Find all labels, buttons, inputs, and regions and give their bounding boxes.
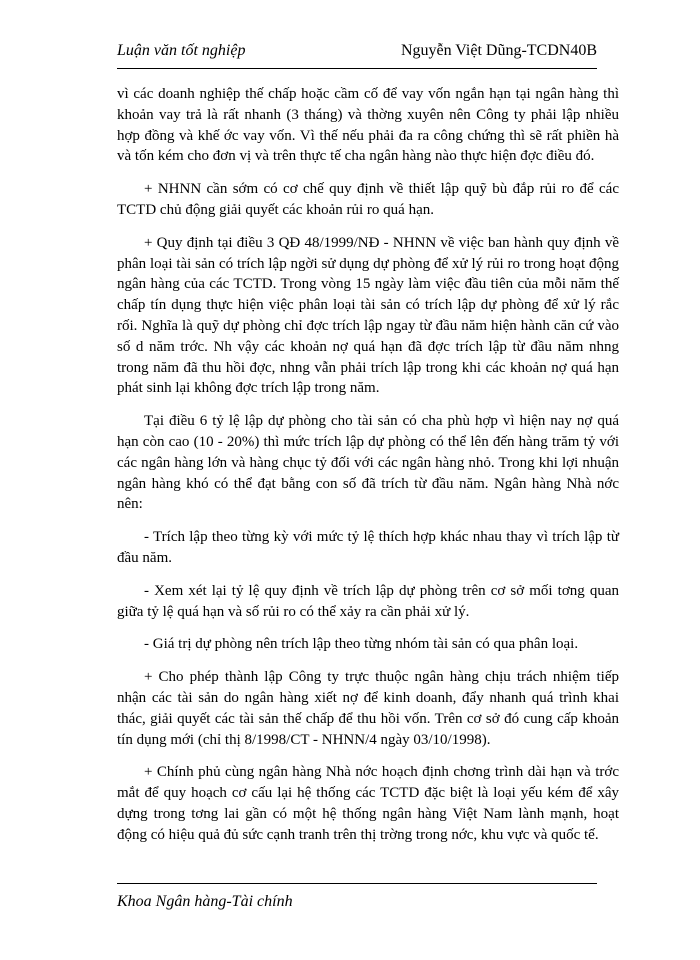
paragraph-4: Tại điều 6 tỷ lệ lập dự phòng cho tài sản có cha phù hợp vì hiện nay nợ quá hạn còn cao (10 - 20%) thì mức trích lập dự phòng có thể lên đến hàng trăm tỷ với các ngân hàng lớn và hàng chục tỷ đối với các ngân hàng nhỏ. Trong khi lợi nhuận ngân hàng khó có thể đạt bằng con số đã trích từ đầu năm. Ngân hàng Nhà nớc nên: <box>117 413 619 513</box>
page-footer <box>117 883 597 911</box>
faculty-label: Khoa Ngân hàng-Tài chính <box>117 893 293 910</box>
paragraph-3: + Quy định tại điều 3 QĐ 48/1999/NĐ - NHNN về việc ban hành quy định về phân loại tài sản có trích lập ngời sử dụng dự phòng để xử lý rủi ro trong hoạt động ngân hàng của các TCTD. Trong vòng 15 ngày làm việc đầu tiên của mỗi năm thế chấp tín dụng thực hiện việc phân loại tài sản có trích lập dự phòng để xử lý rắc rối. Nghĩa là quỹ dự phòng chỉ đợc trích lập ngay từ đầu năm hiện hành căn cứ vào số d năm trớc. Nh vậy các khoản nợ quá hạn đã đợc trích lập từ đầu năm nhng trong năm đã thu hồi đợc, nhng vẫn phải trích lập trong khi các khoản nợ quá hạn phát sinh lại không đợc trích lập trong năm. <box>117 234 619 397</box>
body-text <box>117 84 619 858</box>
footer-rule <box>117 883 597 884</box>
paragraph-6: - Xem xét lại tỷ lệ quy định về trích lập dự phòng trên cơ sở mối tơng quan giữa tỷ lệ quá hạn và số rủi ro có thể xảy ra cần phải xử lý. <box>117 582 619 620</box>
paragraph-2: + NHNN cần sớm có cơ chế quy định về thiết lập quỹ bù đắp rủi ro để các TCTD chủ động giải quyết các khoản rủi ro quá hạn. <box>117 181 619 218</box>
thesis-label: Luận văn tốt nghiệp <box>117 42 246 59</box>
paragraph-1: vì các doanh nghiệp thế chấp hoặc cầm cố để vay vốn ngắn hạn tại ngân hàng thì khoản vay trả là rất nhanh (3 tháng) và thờng xuyên nên Công ty phải lập nhiều hợp đồng và khế ớc vay vốn. Vì thế nếu phải đa ra công chứng thì sẽ rất phiền hà và tốn kém cho đơn vị và trên thực tế cha ngân hàng nào thực hiện đợc điều đó. <box>117 86 619 165</box>
author-label: Nguyễn Việt Dũng-TCDN40B <box>400 42 597 59</box>
page-header <box>117 34 597 74</box>
paragraph-9: + Chính phủ cùng ngân hàng Nhà nớc hoạch định chơng trình dài hạn và trớc mắt để quy hoạch cơ cấu lại hệ thống các TCTD đặc biệt là loại yếu kém để xây dựng trong tơng lai gần có một hệ thống ngân hàng Việt Nam lành mạnh, hoạt động có hiệu quả đủ sức cạnh tranh trên thị trờng trong nớc, khu vực và quốc tế. <box>117 764 619 843</box>
header-rule <box>117 68 597 69</box>
paragraph-5: - Trích lập theo từng kỳ với mức tỷ lệ thích hợp khác nhau thay vì trích lập từ đầu năm. <box>117 529 619 566</box>
paragraph-7: - Giá trị dự phòng nên trích lập theo từng nhóm tài sản có qua phân loại. <box>144 636 579 653</box>
paragraph-8: + Cho phép thành lập Công ty trực thuộc ngân hàng chịu trách nhiệm tiếp nhận các tài sản do ngân hàng xiết nợ để kinh doanh, đẩy nhanh quá trình khai thác, giải quyết các tài sản thế chấp để thu hồi vốn. Trên cơ sở đó cung cấp khoản tín dụng mới (chỉ thị 8/1998/CT - NHNN/4 ngày 03/10/1998). <box>117 669 619 748</box>
